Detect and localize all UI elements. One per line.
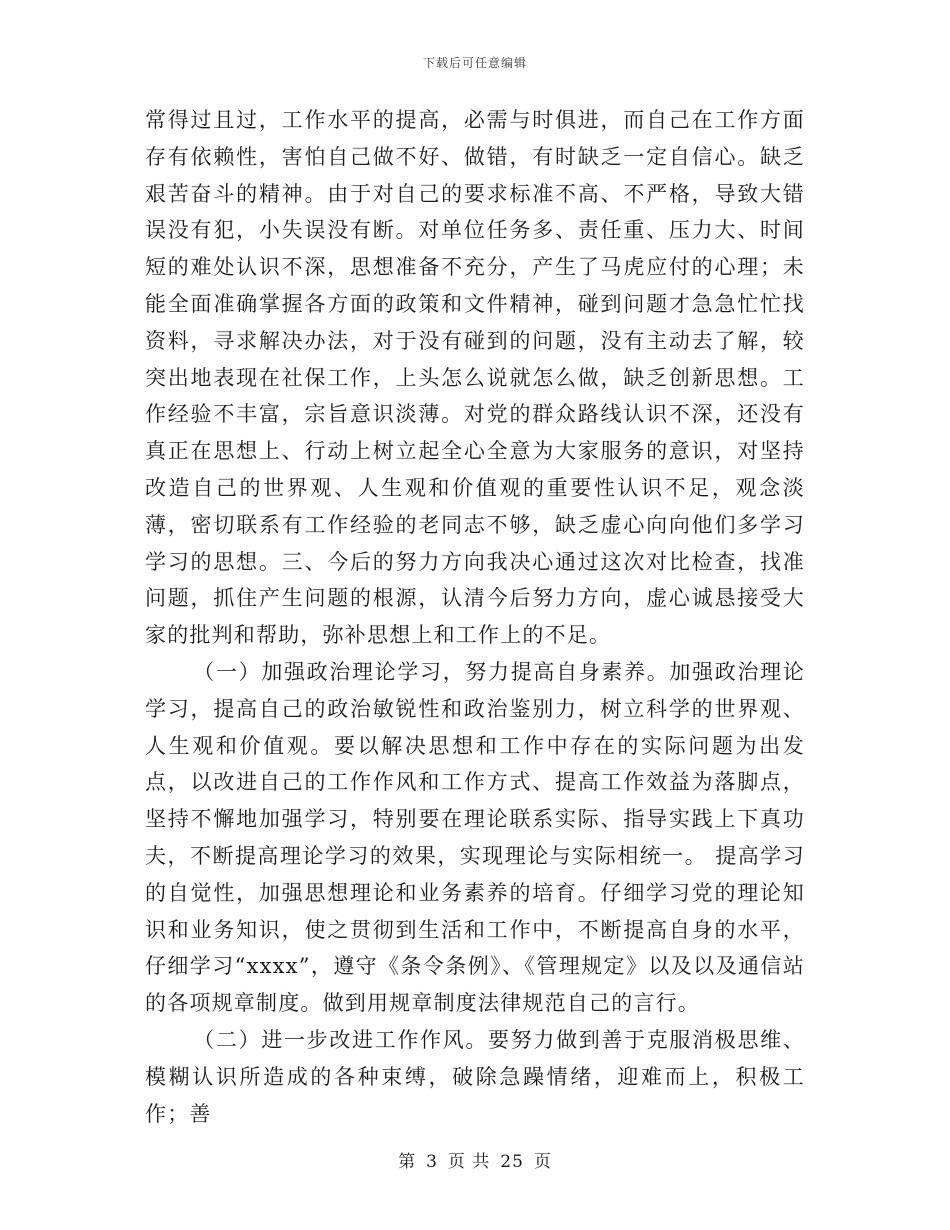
document-body bbox=[145, 102, 805, 1132]
footer-total-pages: 25 bbox=[500, 1152, 524, 1172]
footer-suffix: 页 bbox=[533, 1152, 552, 1172]
page-header: 下载后可任意编辑 bbox=[422, 56, 527, 70]
footer-page-number: 3 bbox=[426, 1152, 438, 1172]
page-footer bbox=[0, 1147, 950, 1172]
footer-middle: 页 共 bbox=[447, 1152, 491, 1172]
paragraph-section-one: （一）加强政治理论学习，努力提高自身素养。加强政治理论学习，提高自己的政治敏锐性和政治鉴别力，树立科学的世界观、人生观和价值观。要以解决思想和工作中存在的实际问题为出发点，以改进自己的工作作风和工作方式、提高工作效益为落脚点，坚持不懈地加强学习，特别要在理论联系实际、指导实践上下真功夫，不断提高理论学习的效果，实现理论与实际相统一。 提高学习的自觉性，加强思想理论和业务素养的培育。仔细学习党的理论知识和业务知识，使之贯彻到生活和工作中，不断提高自身的水平，仔细学习“xxxx”，遵守《条令条例》、《管理规定》以及以及通信站的各项规章制度。做到用规章制度法律规范自己的言行。 bbox=[145, 659, 805, 1016]
paragraph-continuation: 常得过且过，工作水平的提高，必需与时俱进，而自己在工作方面存有依赖性，害怕自己做不好、做错，有时缺乏一定自信心。缺乏艰苦奋斗的精神。由于对自己的要求标准不高、不严格，导致大错误没有犯，小失误没有断。对单位任务多、责任重、压力大、时间短的难处认识不深，思想准备不充分，产生了马虎应付的心理；未能全面准确掌握各方面的政策和文件精神，碰到问题才急急忙忙找资料，寻求解决办法，对于没有碰到的问题，没有主动去了解，较突出地表现在社保工作，上头怎么说就怎么做，缺乏创新思想。工作经验不丰富，宗旨意识淡薄。对党的群众路线认识不深，还没有真正在思想上、行动上树立起全心全意为大家服务的意识，对坚持改造自己的世界观、人生观和价值观的重要性认识不足，观念淡薄，密切联系有工作经验的老同志不够，缺乏虚心向向他们多学习学习的思想。三、今后的努力方向我决心通过这次对比检查，找准问题，抓住产生问题的根源，认清今后努力方向，虚心诚恳接受大家的批判和帮助，弥补思想上和工作上的不足。 bbox=[145, 108, 805, 648]
footer-prefix: 第 bbox=[398, 1152, 417, 1172]
paragraph-section-two: （二）进一步改进工作作风。要努力做到善于克服消极思维、模糊认识所造成的各种束缚，破除急躁情绪，迎难而上，积极工作；善 bbox=[145, 1027, 805, 1126]
